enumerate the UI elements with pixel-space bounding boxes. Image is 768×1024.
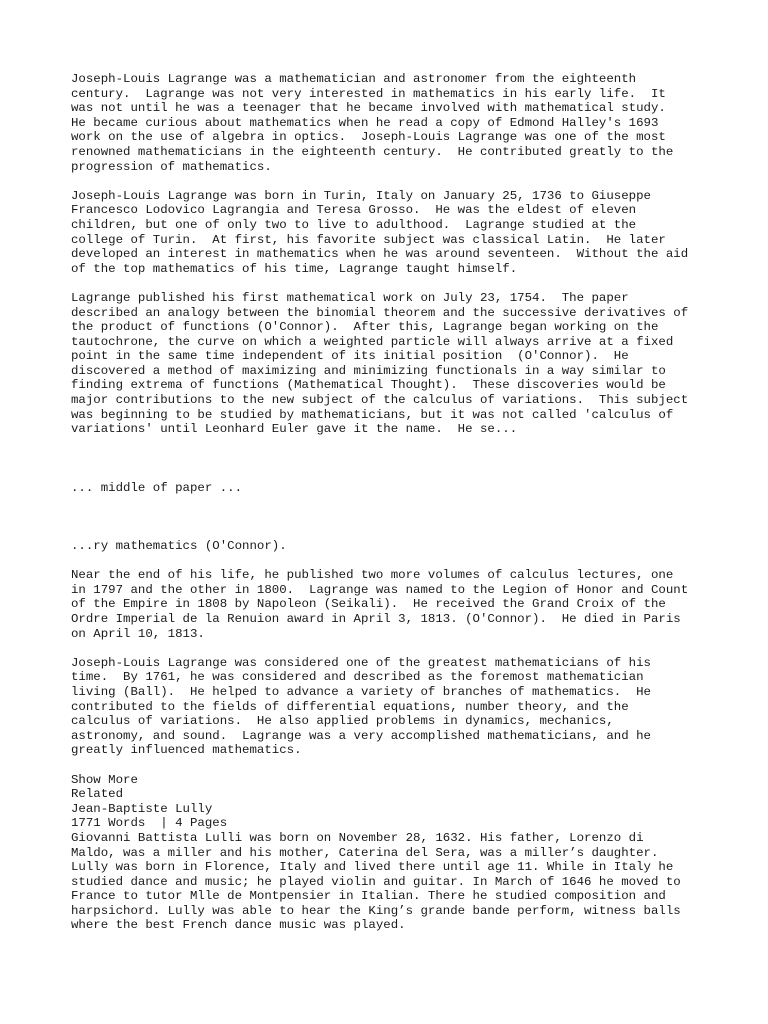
related-label: Related [71, 787, 124, 802]
paragraph-early-life: Joseph-Louis Lagrange was born in Turin, Italy on January 25, 1736 to Giuseppe Francesco Lodovico Lagrangia and Teresa Grosso. He was the eldest of eleven children, but one of only two to live to adulthood. Lagrange studied at the college of Turin. At first, his favorite subject was classical Latin. He later developed an interest in mathematics when he was around seventeen. Without the aid of the top mathematics of his time, Lagrange taught himself. [71, 188, 689, 276]
middle-of-paper-marker: ... middle of paper ... [71, 480, 243, 495]
related-meta: 1771 Words | 4 Pages [71, 816, 228, 831]
related-excerpt: Giovanni Battista Lulli was born on November 28, 1632. His father, Lorenzo di Maldo, was a miller and his mother, Caterina del Sera, was a miller’s daughter. Lully was born in Florence, Italy and lived there until age 11. While in Italy he studied dance and music; he played violin and guitar. In March of 1646 he moved to France to tutor Mlle de Montpensier in Italian. There he studied composition and harpsichord. Lully was able to hear the King’s grande bande perform, witness balls where the best French dance music was played. [71, 830, 681, 933]
paragraph-late-life: Near the end of his life, he published two more volumes of calculus lectures, one in 1797 and the other in 1800. Lagrange was named to the Legion of Honor and Count of the Empire in 1808 by Napoleon (Seikali). He received the Grand Croix of the Ordre Imperial de la Renuion award in April 3, 1813. (O'Connor). He died in Paris on April 10, 1813. [71, 568, 689, 641]
paragraph-first-work: Lagrange published his first mathematical work on July 23, 1754. The paper described an analogy between the binomial theorem and the successive derivatives of the product of functions (O'Connor). After this, Lagrange began working on the tautochrone, the curve on which a weighted particle will always arrive at a fixed point in the same time independent of its initial position (O'Connor). He discovered a method of maximizing and minimizing functionals in a way similar to finding extrema of functions (Mathematical Thought). These discoveries would be major contributions to the new subject of the calculus of variations. This subject was beginning to be studied by mathematicians, but it was not called 'calculus of variations' until Leonhard Euler gave it the name. He se... [71, 290, 689, 437]
paragraph-intro: Joseph-Louis Lagrange was a mathematician and astronomer from the eighteenth century. Lagrange was not very interested in mathematics in his early life. It was not until he was a teenager that he became involved with mathematical study. He became curious about mathematics when he read a copy of Edmond Halley's 1693 work on the use of algebra in optics. Joseph-Louis Lagrange was one of the most renowned mathematicians in the eighteenth century. He contributed greatly to the progression of mathematics. [71, 72, 674, 174]
document-page [71, 72, 711, 933]
resume-line: ...ry mathematics (O'Connor). [71, 539, 287, 554]
paragraph-legacy: Joseph-Louis Lagrange was considered one of the greatest mathematicians of his time. By 1761, he was considered and described as the foremost mathematician living (Ball). He helped to advance a variety of branches of mathematics. He contributed to the fields of differential equations, number theory, and the calculus of variations. He also applied problems in dynamics, mechanics, astronomy, and sound. Lagrange was a very accomplished mathematicians, and he greatly influenced mathematics. [71, 655, 651, 758]
related-title-link[interactable]: Jean-Baptiste Lully [71, 801, 213, 816]
show-more-link[interactable]: Show More [71, 772, 138, 787]
